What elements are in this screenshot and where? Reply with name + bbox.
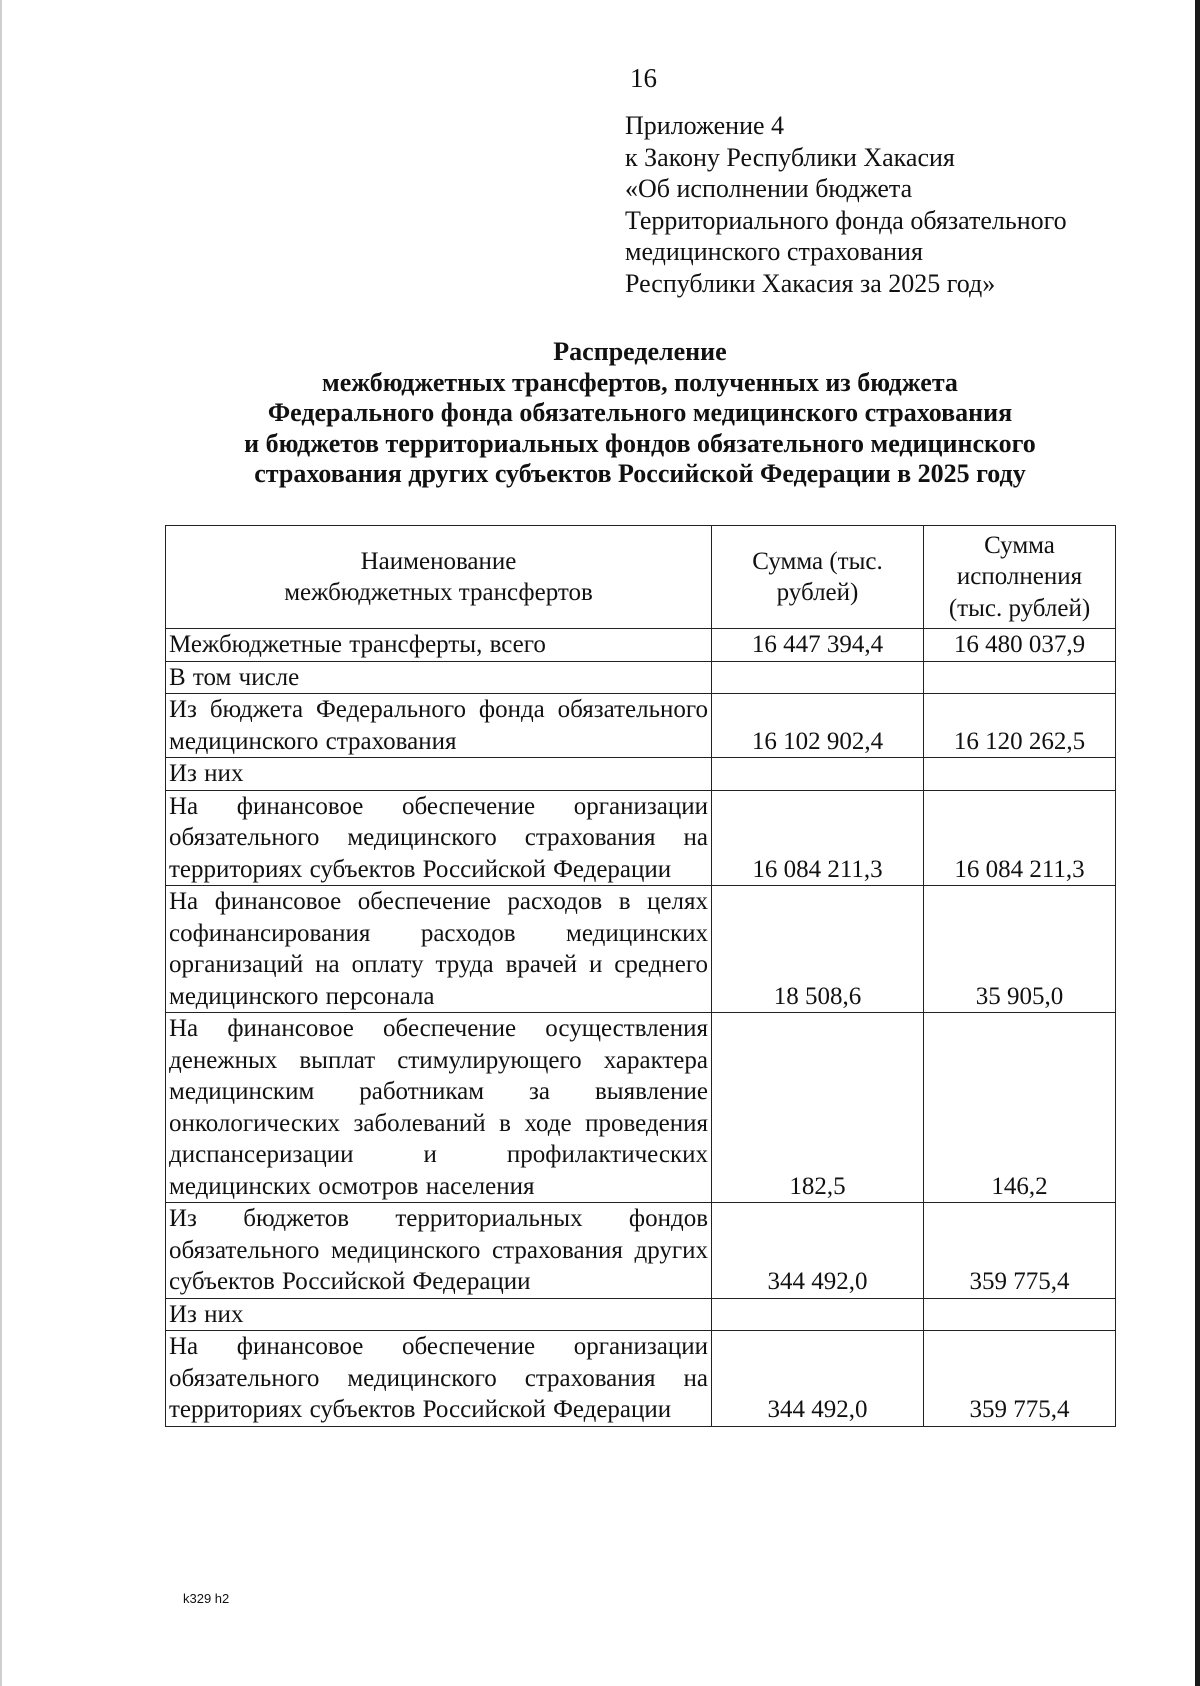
footer-code: k329 h2	[183, 1591, 230, 1606]
title-line: Федерального фонда обязательного медицинского страхования	[267, 398, 1013, 427]
row-sum: 18 508,6	[712, 886, 924, 1013]
row-sum: 344 492,0	[712, 1203, 924, 1299]
table-row	[166, 1013, 1116, 1203]
row-name: Из них	[166, 758, 712, 791]
table-row	[166, 694, 1116, 758]
row-sum: 344 492,0	[712, 1331, 924, 1427]
row-execution: 359 775,4	[924, 1331, 1116, 1427]
header-execution	[924, 526, 1116, 629]
row-sum: 182,5	[712, 1013, 924, 1203]
row-execution: 359 775,4	[924, 1203, 1116, 1299]
table-row	[166, 1203, 1116, 1299]
row-name: Из них	[166, 1298, 712, 1331]
header-sum	[712, 526, 924, 629]
row-execution: 16 120 262,5	[924, 694, 1116, 758]
table-row	[166, 1331, 1116, 1427]
annex-line: Республики Хакасия за 2025 год»	[625, 268, 996, 298]
page-number: 16	[630, 63, 657, 93]
transfers-table	[165, 525, 1116, 1427]
annex-line: Территориального фонда обязательного	[625, 205, 1067, 235]
annex-header	[625, 110, 1067, 299]
row-name: На финансовое обеспечение организации обязательного медицинского страхования на территориях субъектов Российской Федерации	[166, 1331, 712, 1427]
header-execution-text: Сумма исполнения (тыс. рублей)	[948, 531, 1091, 622]
row-name: Межбюджетные трансферты, всего	[166, 629, 712, 662]
row-sum	[712, 661, 924, 694]
scan-edge-right	[1195, 0, 1200, 1686]
row-sum: 16 084 211,3	[712, 790, 924, 886]
row-name: На финансовое обеспечение осуществления денежных выплат стимулирующего характера медицинским работникам за выявление онкологических заболеваний в ходе проведения диспансеризации и профилактических медицинских осмотров населения	[166, 1013, 712, 1203]
header-name-text: Наименование межбюджетных трансфертов	[284, 547, 593, 606]
row-execution: 16 480 037,9	[924, 629, 1116, 662]
row-sum	[712, 1298, 924, 1331]
table-row	[166, 629, 1116, 662]
row-name: Из бюджета Федерального фонда обязательного медицинского страхования	[166, 694, 712, 758]
table-row	[166, 661, 1116, 694]
table-row	[166, 1298, 1116, 1331]
scan-edge-left	[0, 0, 2, 1686]
table-header-row	[166, 526, 1116, 629]
row-name: В том числе	[166, 661, 712, 694]
row-execution: 146,2	[924, 1013, 1116, 1203]
row-sum	[712, 758, 924, 791]
title-line: Распределение	[553, 337, 727, 366]
title-line: и бюджетов территориальных фондов обязательного медицинского	[244, 428, 1036, 458]
table-row	[166, 758, 1116, 791]
row-name: Из бюджетов территориальных фондов обязательного медицинского страхования других субъектов Российской Федерации	[166, 1203, 712, 1299]
annex-line: Приложение 4	[625, 111, 785, 140]
row-execution	[924, 661, 1116, 694]
header-name	[166, 526, 712, 629]
annex-line: «Об исполнении бюджета	[625, 174, 913, 203]
row-sum: 16 102 902,4	[712, 694, 924, 758]
annex-line: медицинского страхования	[625, 237, 923, 266]
row-name: На финансовое обеспечение расходов в целях софинансирования расходов медицинских организаций на оплату труда врачей и среднего медицинского персонала	[166, 886, 712, 1013]
table-row	[166, 886, 1116, 1013]
row-execution	[924, 1298, 1116, 1331]
row-execution	[924, 758, 1116, 791]
row-execution: 16 084 211,3	[924, 790, 1116, 886]
row-name: На финансовое обеспечение организации обязательного медицинского страхования на территориях субъектов Российской Федерации	[166, 790, 712, 886]
header-sum-text: Сумма (тыс. рублей)	[752, 547, 883, 606]
title-line: межбюджетных трансфертов, полученных из бюджета	[322, 367, 958, 397]
table-row	[166, 790, 1116, 886]
annex-line: к Закону Республики Хакасия	[625, 142, 955, 172]
row-sum: 16 447 394,4	[712, 629, 924, 662]
title-line: страхования других субъектов Российской Федерации в 2025 году	[254, 459, 1026, 488]
document-title	[150, 337, 1130, 490]
row-execution: 35 905,0	[924, 886, 1116, 1013]
